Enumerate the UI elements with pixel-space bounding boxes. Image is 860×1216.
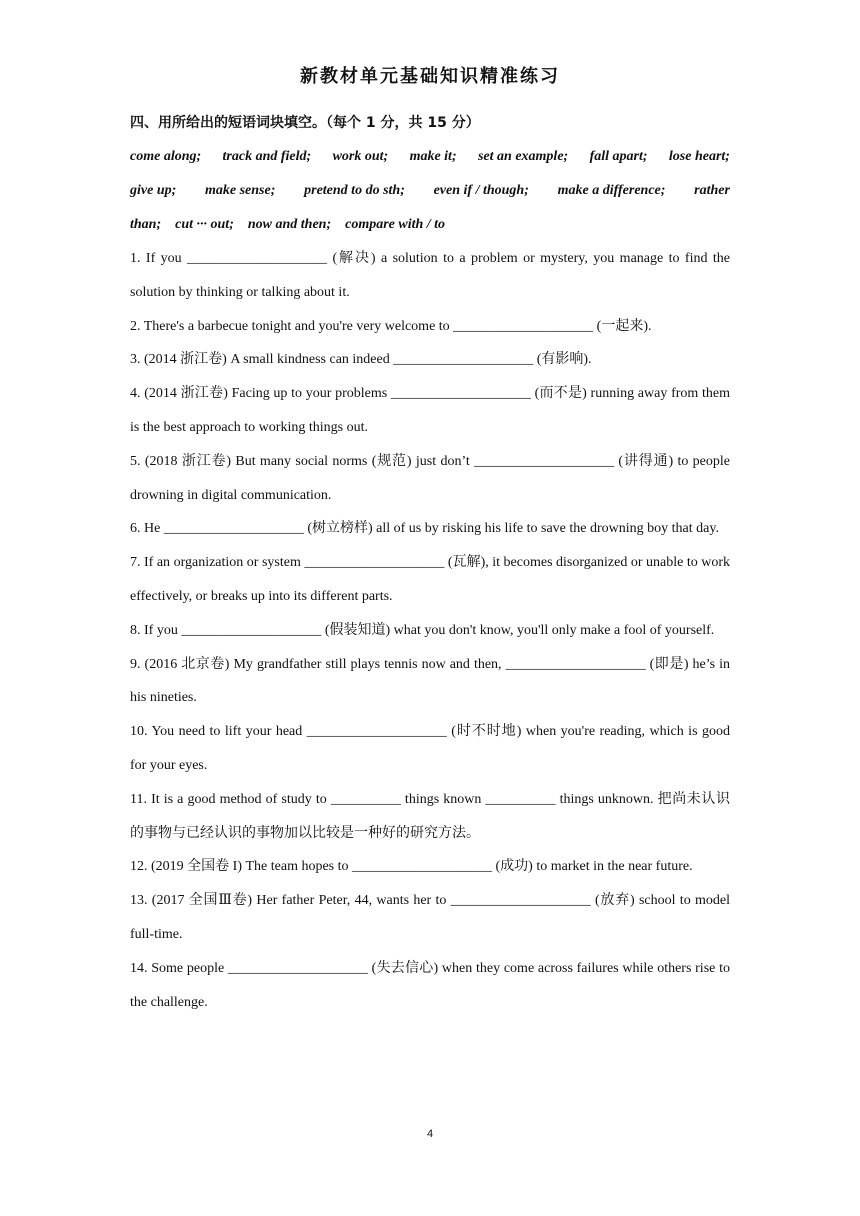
phrase-line <box>130 208 730 242</box>
phrase: lose heart; <box>668 149 730 164</box>
phrase: work out; <box>332 149 389 164</box>
phrase-line <box>130 174 730 208</box>
phrase: give up; <box>130 183 177 198</box>
phrase: make it; <box>409 149 457 164</box>
phrase-bank <box>130 140 730 242</box>
question-item: 9. (2016 北京卷) My grandfather still plays tennis now and then, ____________________ (即是) he’s in his nineties. <box>130 656 730 706</box>
question-item: 11. It is a good method of study to __________ things known __________ things unknown. 把尚未认识的事物与已经认识的事物加以比较是一种好的研究方法。 <box>130 791 730 841</box>
phrase: come along; <box>130 149 202 164</box>
question-item: 13. (2017 全国Ⅲ卷) Her father Peter, 44, wants her to ____________________ (放弃) school to model full-time. <box>130 893 730 942</box>
question-item: 4. (2014 浙江卷) Facing up to your problems ____________________ (而不是) running away from them is the best approach to working things out. <box>130 386 730 435</box>
phrase: cut ··· out; <box>175 217 234 232</box>
question-list <box>130 242 730 1019</box>
question-item: 12. (2019 全国卷 I) The team hopes to ____________________ (成功) to market in the near future. <box>130 859 693 875</box>
question-item: 7. If an organization or system ____________________ (瓦解), it becomes disorganized or unable to work effectively, or breaks up into its different parts. <box>130 555 730 604</box>
question-item: 2. There's a barbecue tonight and you're very welcome to ____________________ (一起来). <box>130 318 652 334</box>
phrase: track and field; <box>222 149 312 164</box>
phrase: rather <box>694 183 730 198</box>
question-item: 14. Some people ____________________ (失去信心) when they come across failures while others rise to the challenge. <box>130 960 730 1010</box>
phrase: now and then; <box>247 217 332 232</box>
phrase: even if / though; <box>433 183 529 198</box>
phrase: set an example; <box>477 149 569 164</box>
question-item: 5. (2018 浙江卷) But many social norms (规范) just don’t ____________________ (讲得通) to people drowning in digital communication. <box>130 453 730 503</box>
phrase: pretend to do sth; <box>304 183 405 198</box>
phrase: make sense; <box>205 183 276 198</box>
section-header: 四、用所给出的短语词块填空。（每个 1 分，共 15 分） <box>130 115 480 131</box>
phrase: fall apart; <box>589 149 648 164</box>
phrase: than; <box>130 217 162 232</box>
phrase: compare with / to <box>345 217 446 232</box>
question-item: 3. (2014 浙江卷) A small kindness can indeed ____________________ (有影响). <box>130 352 592 368</box>
question-item: 1. If you ____________________ (解决) a solution to a problem or mystery, you manage to find the solution by thinking or talking about it. <box>130 251 730 300</box>
question-item: 8. If you ____________________ (假装知道) what you don't know, you'll only make a fool of yourself. <box>130 622 715 638</box>
question-item: 6. He ____________________ (树立榜样) all of us by risking his life to save the drowning boy that day. <box>130 521 719 537</box>
page-title: 新教材单元基础知识精准练习 <box>300 66 560 87</box>
exercise-section <box>130 106 730 1019</box>
page-number: 4 <box>426 1128 434 1140</box>
phrase-line <box>130 140 730 174</box>
phrase: make a difference; <box>557 183 666 198</box>
question-item: 10. You need to lift your head ____________________ (时不时地) when you're reading, which is good for your eyes. <box>130 724 730 773</box>
